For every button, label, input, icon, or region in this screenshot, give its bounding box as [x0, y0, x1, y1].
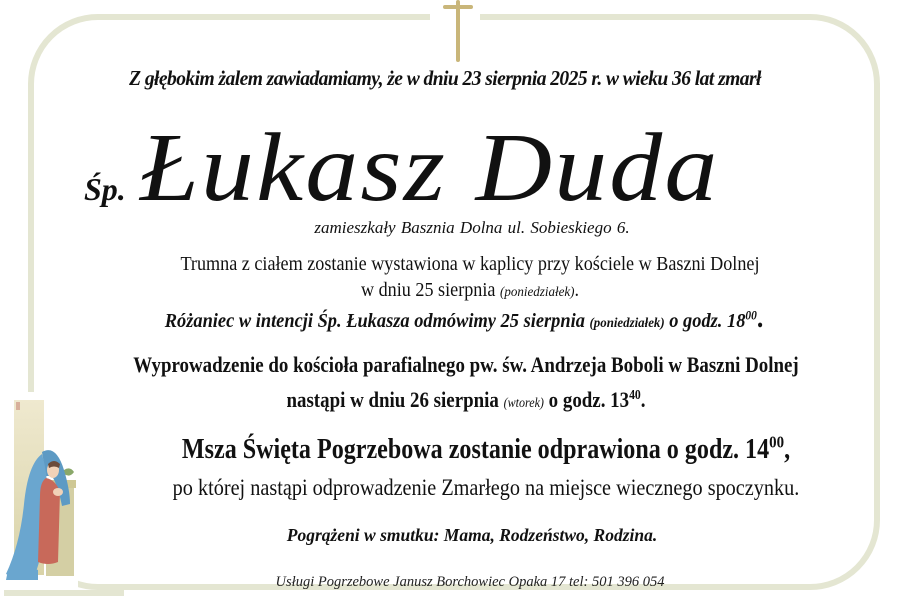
viewing-date: w dniu 25 sierpnia [360, 280, 500, 301]
residence-text: zamieszkały Basznia Dolna ul. Sobieskiego 6. [314, 218, 630, 237]
madonna-praying-image [2, 392, 78, 588]
mass-end: , [784, 434, 791, 465]
deceased-name: Łukasz Duda [139, 114, 720, 222]
rosary-time-minutes: 00 [745, 308, 757, 323]
rosary-end: . [756, 303, 764, 334]
cross-icon [443, 0, 473, 64]
deceased-name-row [84, 112, 720, 224]
viewing-end: . [574, 280, 580, 301]
mass-line-2: po której nastąpi odprowadzenie Zmarłego na miejsce wiecznego spoczynku. [172, 475, 800, 500]
viewing-line-1: Trumna z ciałem zostanie wystawiona w kaplicy przy kościele w Baszni Dolnej [180, 254, 760, 275]
rosary-weekday: (poniedziałek) [589, 316, 665, 331]
mass-time-minutes: 00 [769, 432, 785, 452]
procession-line-2 [79, 387, 853, 413]
viewing-weekday: (poniedziałek) [499, 285, 575, 300]
decorative-frame [28, 14, 880, 590]
procession-weekday: (wtorek) [503, 396, 544, 411]
rosary-time: o godz. 18 [664, 310, 746, 332]
procession-date: nastąpi w dniu 26 sierpnia [286, 387, 504, 412]
rosary-line [50, 303, 878, 334]
procession-time-minutes: 40 [629, 386, 641, 402]
procession-time: o godz. 13 [543, 387, 630, 412]
funeral-home-footer: Usługi Pogrzebowe Janusz Borchowiec Opaka 17 tel: 501 396 054 [275, 574, 665, 590]
procession-line-1: Wyprowadzenie do kościoła parafialnego pw. św. Andrzeja Boboli w Baszni Dolnej [133, 352, 799, 377]
mass-text: Msza Święta Pogrzebowa zostanie odprawiona o godz. 14 [181, 434, 770, 465]
mass-line-1 [99, 434, 873, 466]
rosary-text: Różaniec w intencji Śp. Łukasza odmówimy 25 sierpnia [164, 310, 590, 332]
intro-text: Z głębokim żalem zawiadamiamy, że w dniu 23 sierpnia 2025 r. w wieku 36 lat zmarł [129, 66, 761, 90]
mourners-text: Pogrążeni w smutku: Mama, Rodzeństwo, Rodzina. [286, 525, 658, 545]
viewing-line-2 [52, 280, 889, 302]
procession-end: . [640, 387, 646, 412]
name-prefix: Śp. [84, 171, 126, 207]
